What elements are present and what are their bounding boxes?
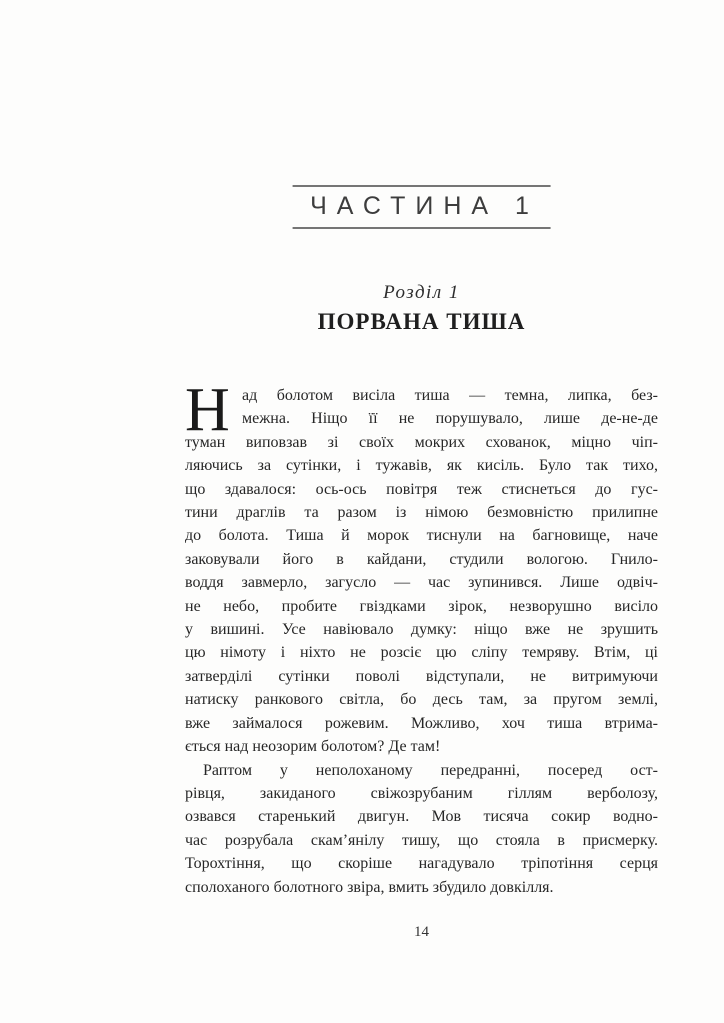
text-line: Торохтіння, що скоріше нагадувало тріпотіння серця <box>185 855 658 873</box>
text-line: до болота. Тиша й морок тиснули на багновище, наче <box>185 527 658 545</box>
part-header <box>292 185 551 229</box>
chapter-kicker: Розділ 1 <box>383 282 460 303</box>
text-line: що здавалося: ось-ось повітря теж стиснеться до гус- <box>185 480 658 498</box>
text-line: ляючись за сутінки, і тужавів, як кисіль. Було так тихо, <box>185 457 658 475</box>
part-label: ЧАСТИНА 1 <box>310 192 539 220</box>
text-line: тини драглів та разом із німою безмовністю прилипне <box>185 504 658 522</box>
paragraph-2-lines <box>185 759 658 899</box>
text-line: туман виповзав зі своїх мокрих схованок, міцно чіп- <box>185 433 658 451</box>
text-line: озвався старенький двигун. Мов тисяча сокир водно- <box>185 808 658 826</box>
text-line: затверділі сутінки поволі відступали, не витримуючи <box>185 667 658 685</box>
text-column <box>185 0 658 1023</box>
text-line: воддя завмерло, загусло — час зупинився. Лише одвіч- <box>185 574 658 592</box>
body-text <box>185 376 658 899</box>
text-line: ад болотом висіла тиша — темна, липка, без- <box>242 387 658 404</box>
drop-cap: Н <box>185 376 230 444</box>
paragraph-2 <box>185 759 658 899</box>
text-line: у вишині. Усе навіювало думку: ніщо вже не зрушить <box>185 621 658 639</box>
text-line: рівця, закиданого свіжозрубаним гіллям верболозу, <box>185 784 658 802</box>
text-line: натиску ранкового світла, бо десь там, за пругом землі, <box>185 691 658 709</box>
text-line: час розрубала скам’янілу тишу, що стояла в присмерку. <box>185 831 658 849</box>
text-line: не небо, пробите гвіздками зірок, незворушно висіло <box>185 597 658 615</box>
text-line: ється над неозорим болотом? Де там! <box>185 738 441 756</box>
text-line: цю німоту і ніхто не розсіє цю сліпу темряву. Втім, ці <box>185 644 658 662</box>
text-line: межна. Ніщо її не порушувало, лише де-не-де <box>242 410 658 428</box>
page-number: 14 <box>414 924 429 940</box>
text-line: заковували його в кайдани, студили вологою. Гнило- <box>185 550 658 568</box>
chapter-title: ПОРВАНА ТИША <box>317 309 526 334</box>
chapter-heading <box>185 282 658 335</box>
paragraph-1-lines <box>185 376 658 759</box>
text-line: Раптом у неполоханому передранні, посеред ост- <box>203 761 658 779</box>
paragraph-1 <box>185 376 658 759</box>
text-line: сполоханого болотного звіра, вмить збудило довкілля. <box>185 878 554 896</box>
text-line: вже займалося рожевим. Можливо, хоч тиша втрима- <box>185 714 658 732</box>
